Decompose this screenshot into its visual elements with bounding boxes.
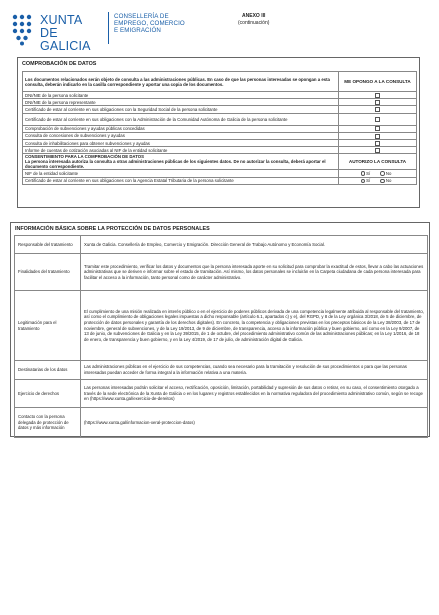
table-row — [15, 254, 428, 291]
no-radio[interactable] — [380, 171, 385, 176]
table-row — [15, 408, 428, 438]
privacy-table — [14, 235, 428, 438]
dept-line-3: E EMIGRACIÓN — [114, 27, 161, 35]
row-text[interactable]: (https://www.xunta.gal/informacion-xeral-proteccion-datos) — [81, 408, 428, 438]
oppose-checkbox[interactable] — [375, 134, 380, 139]
data-check-section — [17, 57, 420, 208]
table-row — [23, 147, 417, 154]
table-row — [23, 106, 417, 113]
table-row — [23, 139, 417, 146]
logo-line-2: DE GALICIA — [40, 26, 91, 53]
authorize-header: AUTORIZO LA CONSULTA — [339, 154, 417, 170]
row-text: Las administraciones públicas en el ejercicio de sus competencias, cuando sea necesario para la tramitación y resolución de sus procedimientos o para que las personas interesadas puedan acceder de forma integral a la información relativa a una materia. — [81, 361, 428, 380]
no-label: No — [385, 178, 392, 184]
table-row — [15, 361, 428, 380]
dept-line-2: EMPREGO, COMERCIO — [114, 20, 185, 28]
oppose-header: ME OPONGO A LA CONSULTA — [339, 72, 417, 92]
table-row — [15, 380, 428, 408]
authorize-header-row — [23, 154, 417, 170]
table-row — [23, 113, 417, 125]
no-label: No — [385, 171, 392, 177]
department-name — [114, 13, 185, 35]
intro-text: Los documentos relacionados serán objeto de consulta a las administraciones públicas. En caso de que las personas interesadas se opongan a esta consulta, deberán indicarlo en la casilla correspondiente y aportar una copia de los documentos. — [23, 72, 339, 92]
table-header-row — [23, 72, 417, 92]
oppose-checkbox[interactable] — [375, 100, 380, 105]
table-row — [15, 236, 428, 254]
item-label: Informe de cuentas de cotización asociadas al NIF de la entidad solicitante — [23, 147, 339, 154]
authorize-title: CONSENTIMIENTO PARA LA COMPROBACIÓN DE DATOS — [25, 154, 144, 160]
document-header — [10, 10, 430, 53]
item-label: Consulta de inhabilitaciones para obtener subvenciones y ayudas — [23, 139, 339, 146]
row-text: El cumplimiento de una misión realizada en interés público o en el ejercicio de poderes públicos derivada de una competencia legalmente atribuida al responsable del tratamiento, así como el cumplimiento de obligaciones legales impuestas a dicho responsable (artículo 6.1, apartados c) y e), del RGPD, y 8 de la Ley orgánica 3/2018, de 5 de diciembre, de protección de datos personales y garantía de los derechos digitales). En concreto, la competencia y obligaciones previstas en los preceptos básicos de la Ley 38/2003, de 17 de noviembre, general de subvenciones, y de la Ley 19/2013, de 9 de diciembre, de transparencia, acceso a la información pública y buen gobierno, así como en la Ley 9/2007, de 13 de junio, de subvenciones de Galicia y en la Ley 39/2015, de 1 de octubre, del procedimiento administrativo común de las administraciones públicas; en la Ley 1/2016, de 18 de enero, de transparencia y buen gobierno, y en la Ley 4/2019, de 17 de julio, de administración digital de Galicia. — [81, 291, 428, 361]
table-row — [23, 132, 417, 139]
data-check-table — [22, 71, 417, 185]
oppose-checkbox[interactable] — [375, 126, 380, 131]
annex-title: ANEXO III — [242, 13, 266, 19]
logo-wordmark — [40, 14, 110, 53]
xunta-logo — [10, 10, 110, 53]
table-row — [23, 92, 417, 99]
row-label: Legitimación para el tratamiento — [15, 291, 81, 361]
yes-radio[interactable] — [361, 179, 366, 184]
yes-label: Sí — [366, 171, 371, 177]
item-label: Certificado de estar al corriente en sus obligaciones con la Seguridad Social de la persona solicitante — [23, 106, 339, 113]
yes-label: Sí — [366, 178, 371, 184]
table-row — [15, 291, 428, 361]
authorize-intro: La persona interesada autoriza la consulta a otras administraciones públicas de los siguientes datos. De no autorizar la consulta, deberá aportar el documento correspondiente. — [25, 159, 326, 170]
oppose-checkbox[interactable] — [375, 107, 380, 112]
item-label: NIF de la entidad solicitante — [23, 170, 339, 177]
oppose-checkbox[interactable] — [375, 141, 380, 146]
row-label: Destinatarias de los datos — [15, 361, 81, 380]
item-label: Certificado de estar al corriente en sus obligaciones con la Administración de la Comunidad Autónoma de Galicia de la persona solicitante — [23, 113, 339, 125]
oppose-checkbox[interactable] — [375, 148, 380, 153]
row-text: Tramitar este procedimiento, verificar los datos y documentos que la persona interesada aporte en su solicitud para comprobar la exactitud de estos, llevar a cabo las actuaciones administrativas que se deriven e informar sobre el estado de tramitación. Así mismo, los datos personales se incluirán en la Carpeta ciudadana de cada persona interesada para facilitar el acceso a la información, tanto personal como de carácter administrativo. — [81, 254, 428, 291]
row-label: Responsable del tratamiento — [15, 236, 81, 254]
table-row — [23, 170, 417, 177]
xunta-emblem-icon — [10, 12, 36, 46]
row-text: Xunta de Galicia. Consellería de Empleo, Comercio y Emigración. Dirección General de Trabajo Autónomo y Economía Social. — [81, 236, 428, 254]
row-label: Contacto con la persona delegada de protección de datos y más información — [15, 408, 81, 438]
annex-subtitle: (continuación) — [238, 19, 270, 26]
logo-line-1: XUNTA — [40, 13, 83, 27]
table-row — [23, 99, 417, 106]
row-label: Finalidades del tratamiento — [15, 254, 81, 291]
authorize-intro-cell — [23, 154, 339, 170]
table-row — [23, 125, 417, 132]
oppose-checkbox[interactable] — [375, 117, 380, 122]
privacy-section — [10, 222, 430, 437]
item-label: DNI/NIE de la persona representante — [23, 99, 339, 106]
section-title: INFORMACIÓN BÁSICA SOBRE LA PROTECCIÓN DE DATOS PERSONALES — [15, 226, 210, 232]
header-divider — [108, 12, 109, 44]
oppose-checkbox[interactable] — [375, 93, 380, 98]
row-text: Las personas interesadas podrán solicitar el acceso, rectificación, oposición, limitación, portabilidad y supresión de sus datos o retirar, en su caso, el consentimiento otorgado a través de la sede electrónica de la Xunta de Galicia o en los lugares y registros establecidos en la normativa reguladora del procedimiento administrativo común, según se recoge en (https://www.xunta.gal/exercicio-de-dereitos) — [81, 380, 428, 408]
item-label: Comprobación de subvenciones y ayudas públicas concedidas — [23, 125, 339, 132]
yes-radio[interactable] — [361, 171, 366, 176]
item-label: Consulta de concesiones de subvenciones y ayudas — [23, 132, 339, 139]
annex-label — [238, 13, 269, 26]
row-label: Ejercicio de derechos — [15, 380, 81, 408]
table-row — [23, 177, 417, 184]
item-label: Certificado de estar al corriente en sus obligaciones con la Agencia Estatal Tributaria de la persona solicitante — [23, 177, 339, 184]
section-title: COMPROBACIÓN DE DATOS — [22, 61, 97, 67]
no-radio[interactable] — [380, 179, 385, 184]
dept-line-1: CONSELLERÍA DE — [114, 13, 169, 20]
item-label: DNI/NIE de la persona solicitante — [23, 92, 339, 99]
